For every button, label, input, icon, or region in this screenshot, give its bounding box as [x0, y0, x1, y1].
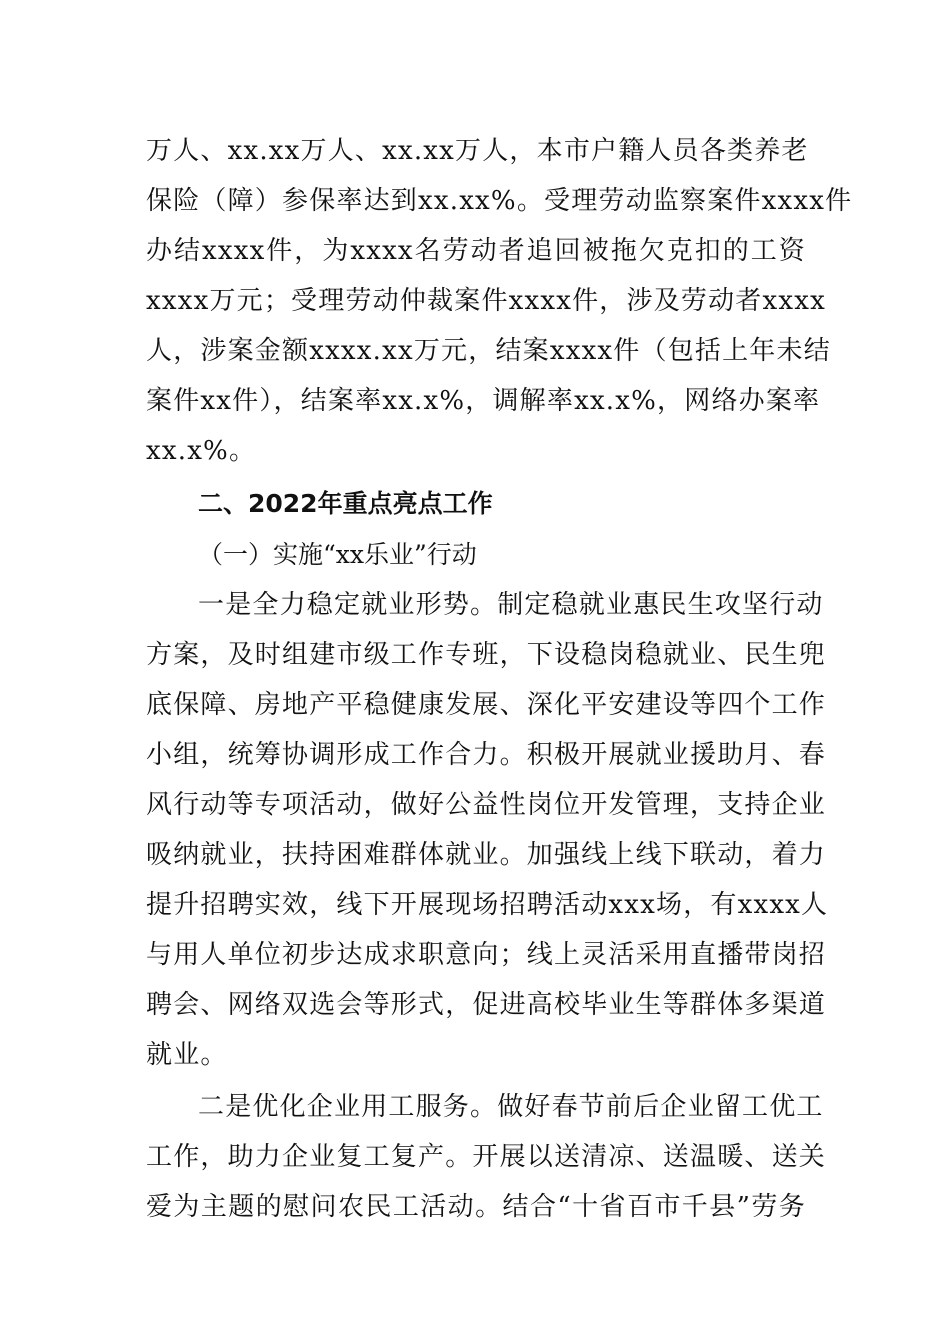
text-line: 人，涉案金额xxxx.xx万元，结案xxxx件（包括上年未结	[146, 336, 831, 366]
text-line: 底保障、房地产平稳健康发展、深化平安建设等四个工作	[146, 690, 827, 720]
text-line: 吸纳就业，扶持困难群体就业。加强线上线下联动，着力	[146, 840, 827, 870]
text-line: 办结xxxx件，为xxxx名劳动者追回被拖欠克扣的工资	[146, 236, 806, 266]
text-line: 万人、xx.xx万人、xx.xx万人，本市户籍人员各类养老	[146, 136, 809, 166]
paragraph-employment	[146, 580, 829, 1080]
paragraph-statistics	[146, 126, 853, 476]
text-line: xx.x%。	[146, 436, 257, 466]
text-line: 一是全力稳定就业形势。制定稳就业惠民生攻坚行动	[198, 590, 824, 620]
text-line: 二是优化企业用工服务。做好春节前后企业留工优工	[198, 1092, 824, 1122]
paragraph-enterprise-service	[146, 1082, 827, 1232]
text-line: 爱为主题的慰问农民工活动。结合“十省百市千县”劳务	[146, 1192, 806, 1222]
text-line: 小组，统筹协调形成工作合力。积极开展就业援助月、春	[146, 740, 827, 770]
document-page	[146, 126, 853, 1232]
text-line: 风行动等专项活动，做好公益性岗位开发管理，支持企业	[146, 790, 827, 820]
text-line: 案件xx件），结案率xx.x%，调解率xx.x%，网络办案率	[146, 386, 821, 416]
text-line: 保险（障）参保率达到xx.xx%。受理劳动监察案件xxxx件	[146, 186, 853, 216]
text-line: 与用人单位初步达成求职意向；线上灵活采用直播带岗招	[146, 940, 827, 970]
text-line: 工作，助力企业复工复产。开展以送清凉、送温暖、送关	[146, 1142, 827, 1172]
section-heading: 二、2022年重点亮点工作	[198, 489, 493, 518]
text-line: 就业。	[146, 1040, 228, 1070]
text-line: 方案，及时组建市级工作专班，下设稳岗稳就业、民生兜	[146, 640, 827, 670]
text-line: 提升招聘实效，线下开展现场招聘活动xxx场，有xxxx人	[146, 890, 829, 920]
text-line: xxxx万元；受理劳动仲裁案件xxxx件，涉及劳动者xxxx	[146, 286, 826, 316]
subsection-heading: （一）实施“xx乐业”行动	[198, 540, 477, 569]
text-line: 聘会、网络双选会等形式，促进高校毕业生等群体多渠道	[146, 990, 827, 1020]
